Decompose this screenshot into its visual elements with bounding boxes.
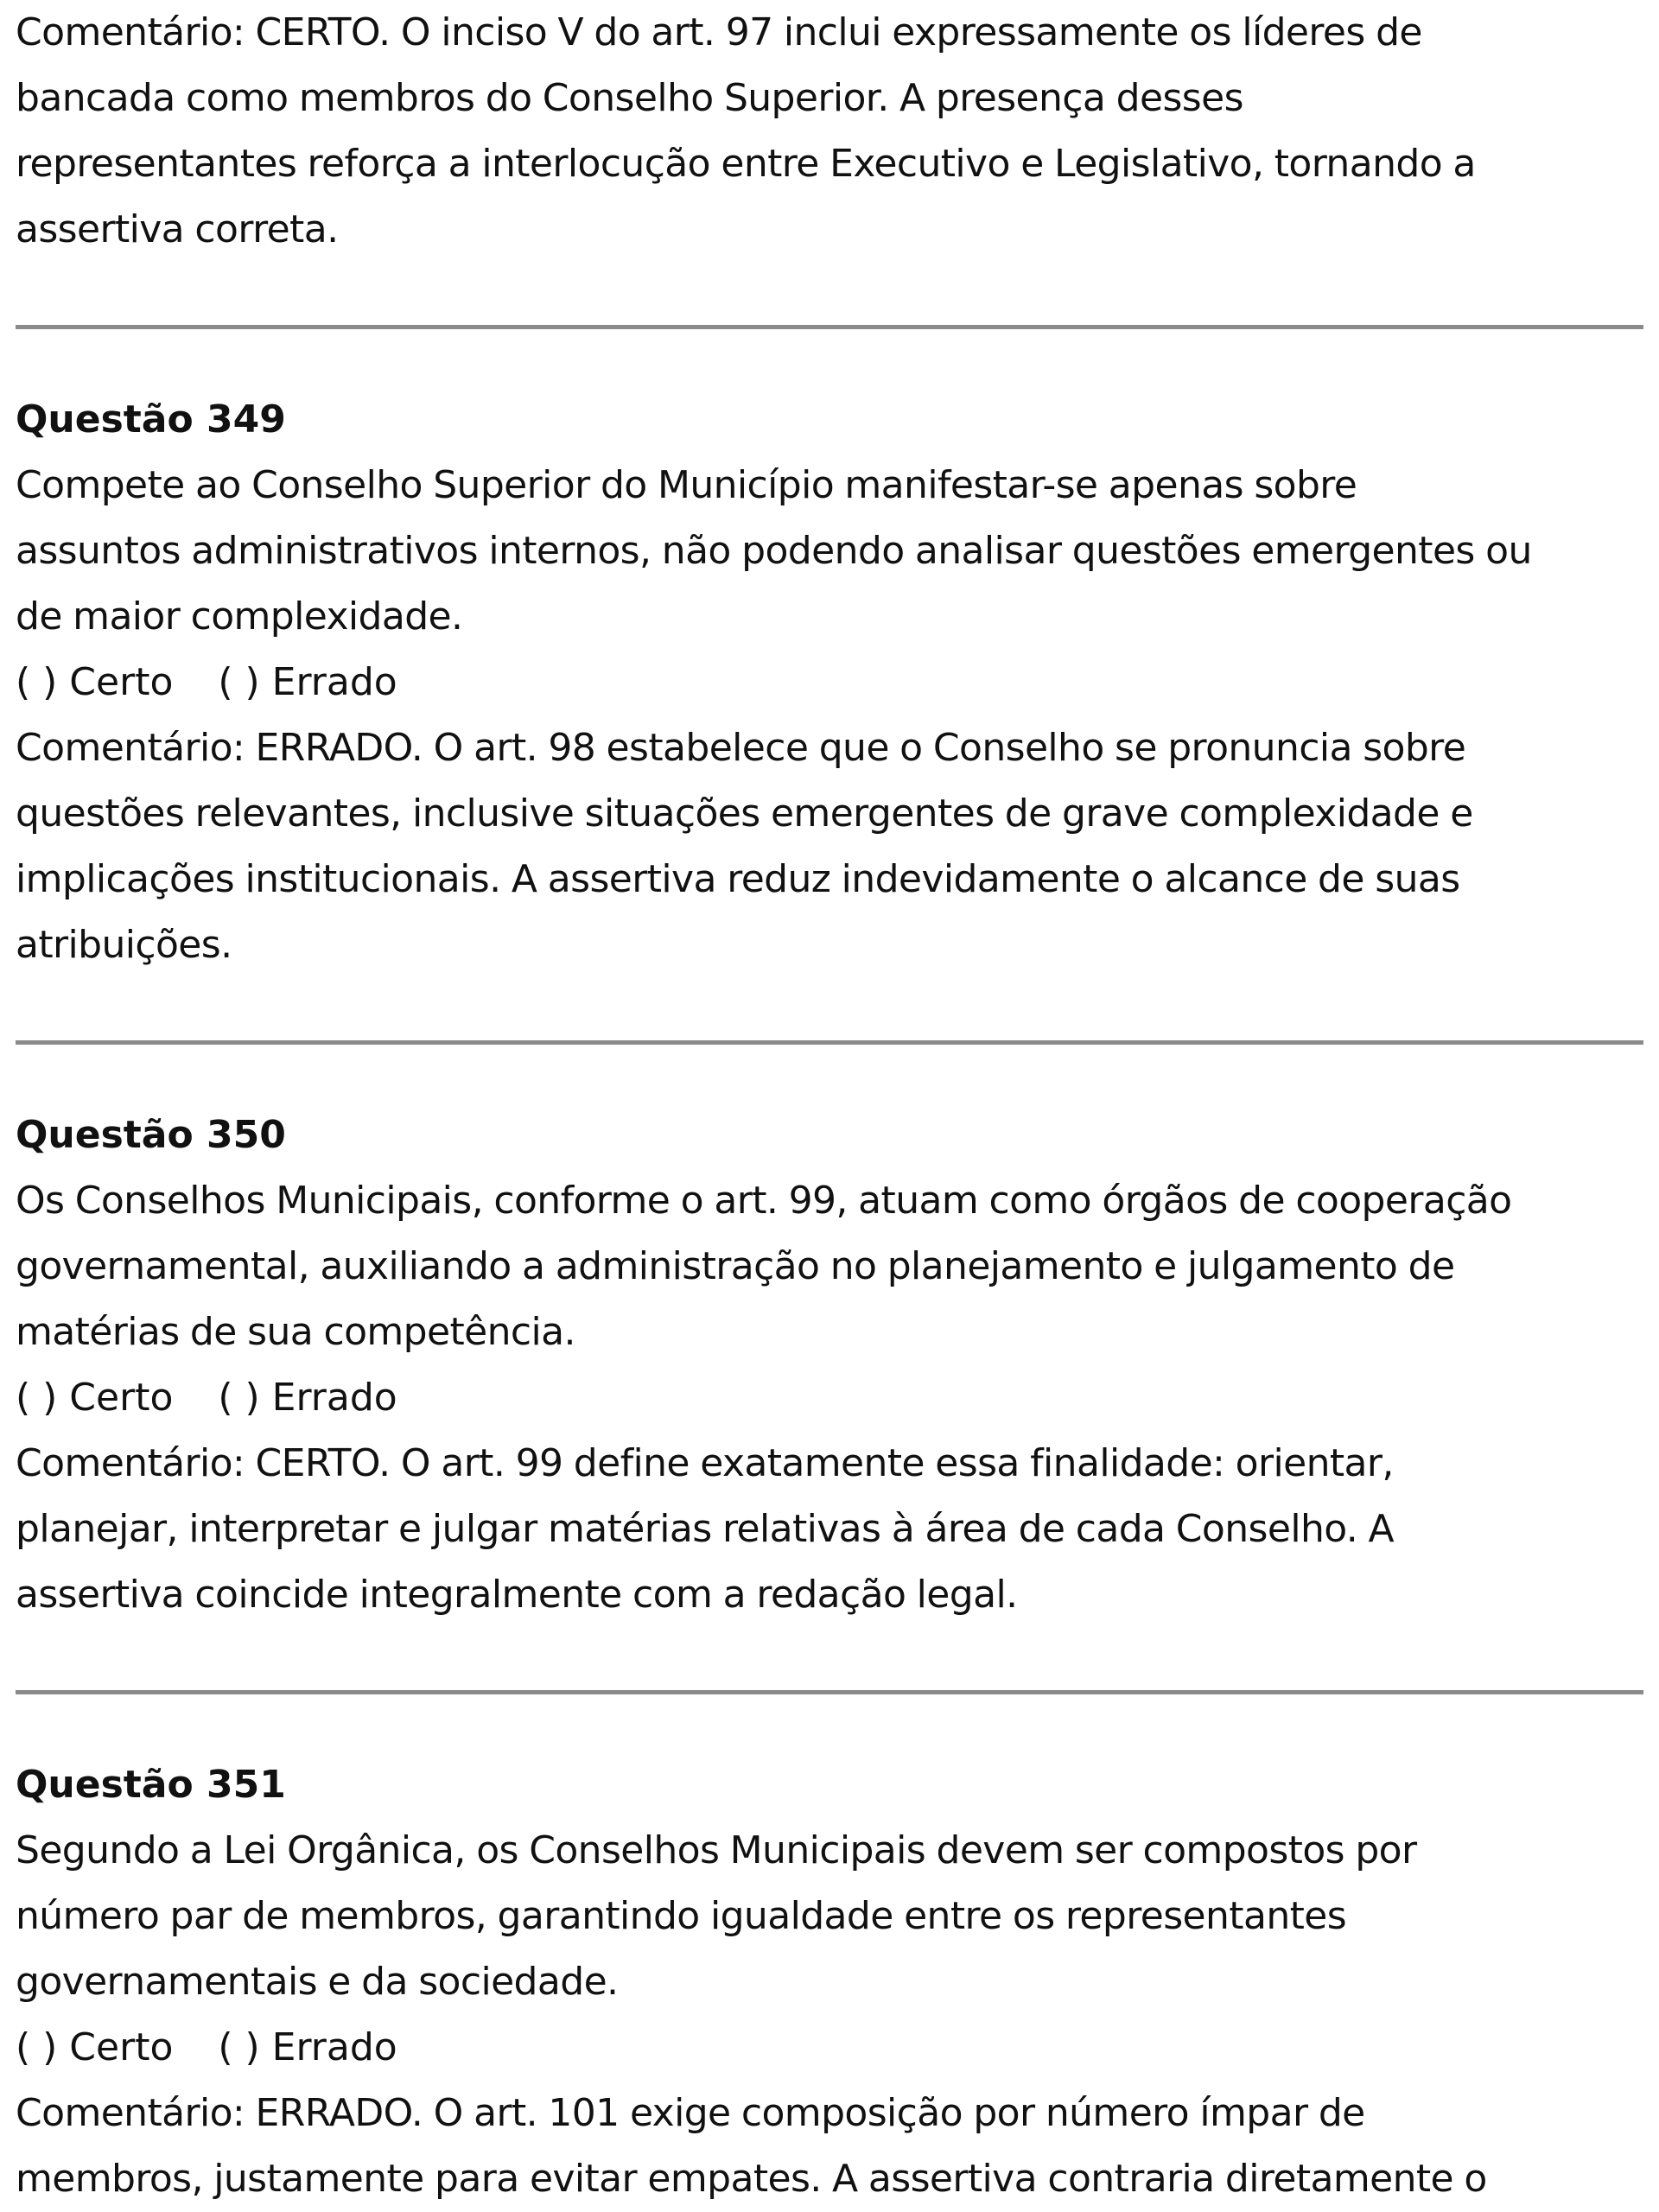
statement-line: governamentais e da sociedade. [16,1960,619,2004]
document-page [16,0,1649,2212]
comment-line: implicações institucionais. A assertiva reduz indevidamente o alcance de suas [16,857,1460,901]
comment-line: Comentário: ERRADO. O art. 98 estabelece que o Conselho se pronuncia sobre [16,726,1466,770]
question-title: Questão 351 [16,1763,286,1807]
comment-line: Comentário: ERRADO. O art. 101 exige composição por número ímpar de [16,2091,1365,2135]
option-certo[interactable]: ( ) Certo [16,660,174,704]
answer-options [16,650,1649,715]
option-errado[interactable]: ( ) Errado [218,2025,397,2069]
comment-line: Comentário: CERTO. O art. 99 define exatamente essa finalidade: orientar, [16,1441,1394,1485]
option-certo[interactable]: ( ) Certo [16,2025,174,2069]
statement-line: assuntos administrativos internos, não podendo analisar questões emergentes ou [16,529,1532,573]
question-350 [16,1103,1649,1628]
question-title: Questão 350 [16,1113,286,1157]
option-errado[interactable]: ( ) Errado [218,660,397,704]
statement-line: Segundo a Lei Orgânica, os Conselhos Municipais devem ser compostos por [16,1828,1417,1872]
option-certo[interactable]: ( ) Certo [16,1376,174,1420]
comment-line: questões relevantes, inclusive situações emergentes de grave complexidade e [16,791,1473,836]
statement-line: Os Conselhos Municipais, conforme o art. 99, atuam como órgãos de cooperação [16,1179,1512,1223]
answer-options [16,2015,1649,2081]
comment-line: assertiva correta. [16,207,339,251]
answer-options [16,1365,1649,1431]
question-351 [16,1752,1649,2212]
statement-line: número par de membros, garantindo igualdade entre os representantes [16,1894,1347,1938]
statement-line: Compete ao Conselho Superior do Município manifestar-se apenas sobre [16,463,1357,507]
statement-line: governamental, auxiliando a administração no planejamento e julgamento de [16,1244,1455,1288]
comment-line: atribuições. [16,923,232,967]
option-errado[interactable]: ( ) Errado [218,1376,397,1420]
comment-line: Comentário: CERTO. O inciso V do art. 97 inclui expressamente os líderes de [16,10,1422,54]
intro-comment [16,0,1649,263]
statement-line: matérias de sua competência. [16,1310,575,1354]
question-title: Questão 349 [16,397,286,442]
comment-line: representantes reforça a interlocução entre Executivo e Legislativo, tornando a [16,142,1476,186]
comment-line: assertiva coincide integralmente com a redação legal. [16,1573,1018,1617]
comment-line: bancada como membros do Conselho Superior. A presença desses [16,76,1243,120]
comment-line: planejar, interpretar e julgar matérias relativas à área de cada Conselho. A [16,1507,1395,1551]
comment-line: membros, justamente para evitar empates. A assertiva contraria diretamente o [16,2157,1487,2201]
statement-line: de maior complexidade. [16,594,463,639]
question-349 [16,387,1649,978]
